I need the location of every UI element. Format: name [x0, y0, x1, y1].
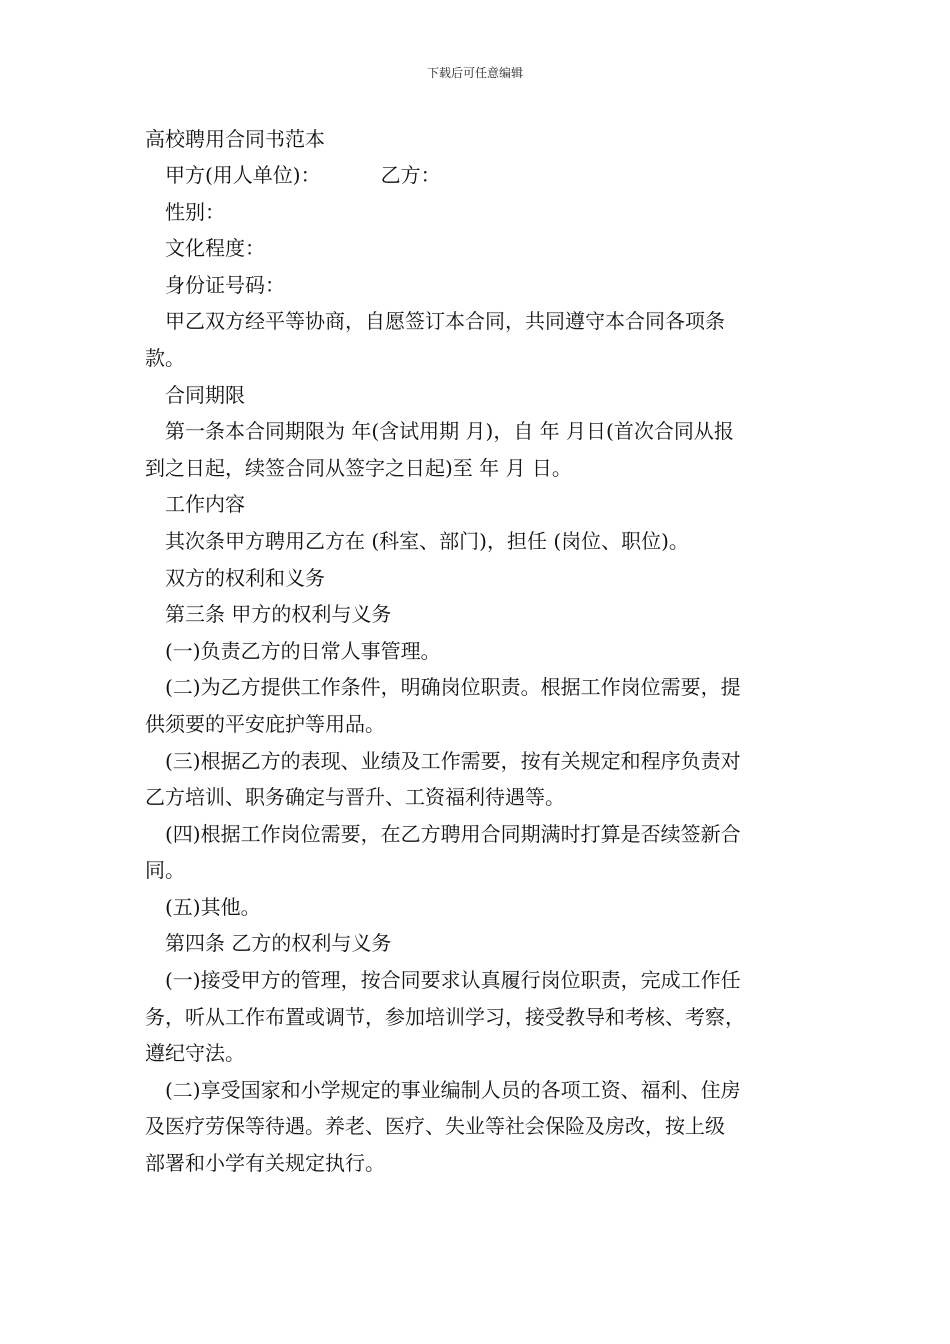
paragraph [145, 596, 817, 633]
paragraph-line: (二)为乙方提供工作条件，明确岗位职责。根据工作岗位需要，提 [165, 675, 741, 700]
paragraph-line: 其次条甲方聘用乙方在 (科室、部门)，担任 (岗位、职位)。 [165, 528, 689, 553]
party-a-label: 甲方(用人单位)： [165, 163, 321, 187]
paragraph [145, 303, 817, 376]
paragraph-line: (一)接受甲方的管理，按合同要求认真履行岗位职责，完成工作任 [165, 968, 741, 993]
paragraph [145, 889, 817, 926]
paragraph-line: 第一条本合同期限为 年(含试用期 月)，自 年 月日(首次合同从报 [165, 419, 734, 444]
paragraph [145, 633, 817, 670]
paragraph [145, 1072, 817, 1182]
paragraph-line: 务，听从工作布置或调节，参加培训学习，接受教导和考核、考察， [145, 1004, 745, 1029]
gender-line [145, 194, 817, 231]
gender-label: 性别： [165, 199, 225, 224]
paragraph [145, 962, 817, 1072]
paragraph-line: (五)其他。 [165, 894, 261, 919]
paragraph-line: (二)享受国家和小学规定的事业编制人员的各项工资、福利、住房 [165, 1077, 741, 1102]
document-title: 高校聘用合同书范本 [145, 127, 325, 151]
paragraph-line: 第四条 乙方的权利与义务 [165, 931, 392, 956]
paragraph-line: 部署和小学有关规定执行。 [145, 1151, 385, 1176]
education-line [145, 230, 817, 267]
id-line [145, 267, 817, 304]
paragraph [145, 743, 817, 816]
paragraph-line: 款。 [145, 345, 185, 370]
paragraph-line: (一)负责乙方的日常人事管理。 [165, 638, 441, 663]
paragraph-line: 到之日起，续签合同从签字之日起)至 年 月 日。 [145, 455, 572, 480]
paragraph [145, 816, 817, 889]
paragraph-line: 同。 [145, 858, 185, 883]
paragraph-line: 供须要的平安庇护等用品。 [145, 711, 385, 736]
paragraph-line: 第三条 甲方的权利与义务 [165, 602, 392, 627]
paragraph-line: (四)根据工作岗位需要，在乙方聘用合同期满时打算是否续签新合 [165, 821, 741, 846]
page-header: 下载后可任意编辑 [426, 66, 523, 80]
paragraph [145, 925, 817, 962]
party-b-label: 乙方： [380, 163, 441, 187]
paragraph-line: (三)根据乙方的表现、业绩及工作需要，按有关规定和程序负责对 [165, 748, 741, 773]
paragraph-line: 合同期限 [165, 382, 245, 407]
paragraph-line: 遵纪守法。 [145, 1041, 245, 1066]
paragraph-line: 乙方培训、职务确定与晋升、工资福利待遇等。 [145, 785, 565, 810]
document-body [145, 121, 817, 1182]
paragraph [145, 413, 817, 486]
paragraph [145, 669, 817, 742]
paragraph [145, 486, 817, 523]
paragraph-line: 及医疗劳保等待遇。养老、医疗、失业等社会保险及房改，按上级 [145, 1114, 725, 1139]
paragraph-list [145, 303, 817, 1181]
paragraph [145, 560, 817, 597]
party-line [145, 157, 817, 194]
paragraph [145, 523, 817, 560]
paragraph [145, 377, 817, 414]
id-label: 身份证号码： [165, 272, 285, 297]
education-label: 文化程度： [165, 236, 265, 261]
paragraph-line: 甲乙双方经平等协商，自愿签订本合同，共同遵守本合同各项条 [165, 309, 725, 334]
paragraph-line: 工作内容 [165, 492, 245, 517]
paragraph-line: 双方的权利和义务 [165, 565, 325, 590]
